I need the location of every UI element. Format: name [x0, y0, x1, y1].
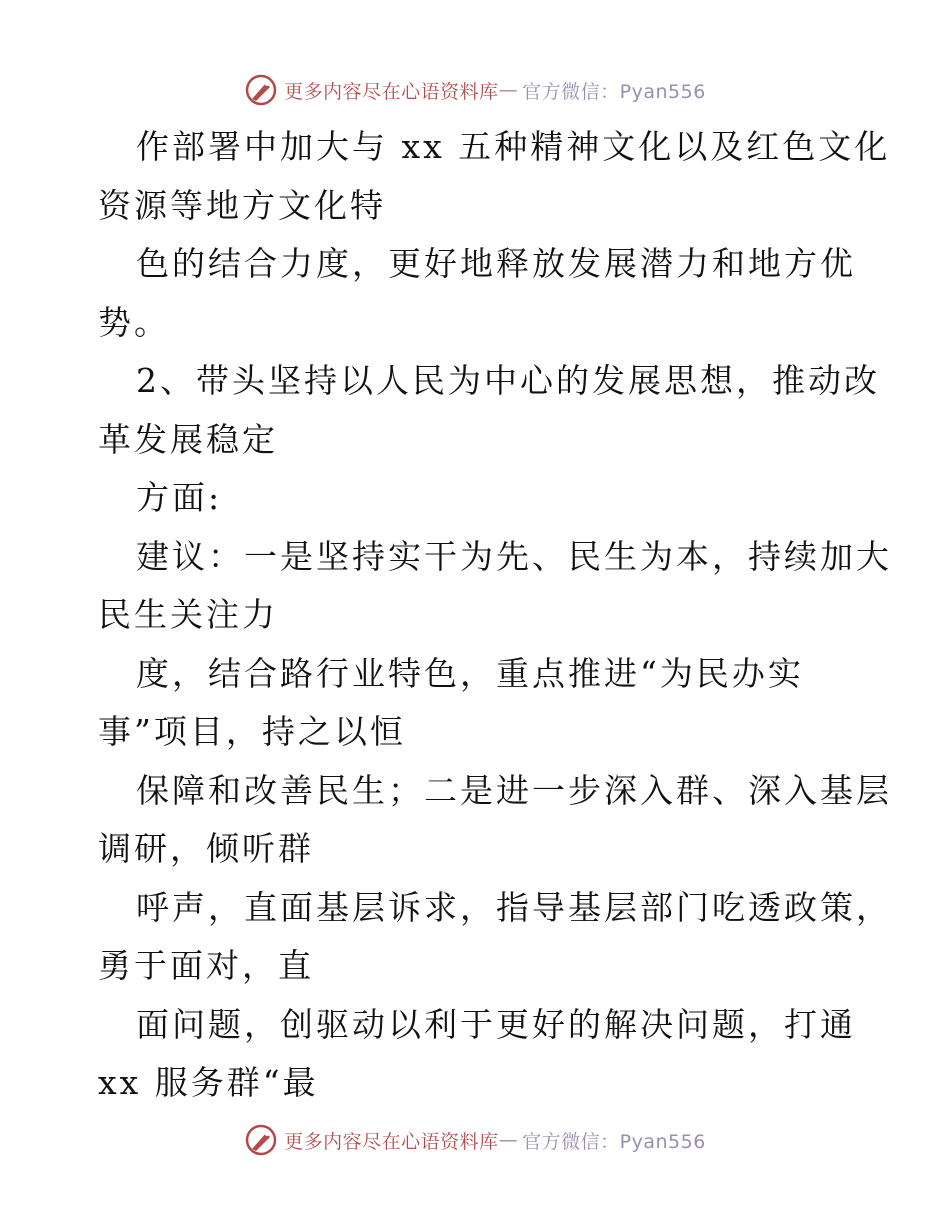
body-line: 保障和改善民生；二是进一步深入群、深入基层 [136, 770, 892, 810]
footer-banner-separator: — [498, 1129, 519, 1151]
body-line: 事”项目，持之以恒 [98, 712, 406, 751]
body-line: 2、带头坚持以人民为中心的发展思想，推动改 [136, 361, 880, 400]
header-banner-text: 更多内容尽在心语资料库 [284, 80, 499, 103]
footer-banner-contact: 官方微信：Pyan556 [522, 1130, 706, 1153]
body-line: 呼声，直面基层诉求，指导基层部门吃透政策， [136, 887, 892, 927]
header-banner-contact: 官方微信：Pyan556 [522, 80, 706, 103]
body-line: 调研，倾听群 [98, 829, 314, 868]
body-line: 色的结合力度，更好地释放发展潜力和地方优 [136, 244, 856, 283]
document-body [98, 118, 892, 1113]
body-line: 建议：一是坚持实干为先、民生为本，持续加大 [136, 536, 892, 576]
pen-nib-logo-icon [244, 1123, 278, 1157]
body-line: 方面: [136, 478, 223, 517]
footer-banner-text: 更多内容尽在心语资料库 [284, 1130, 499, 1153]
header-banner [0, 70, 950, 110]
body-line: 民生关注力 [98, 595, 278, 634]
body-line: 面问题，创驱动以利于更好的解决问题，打通 [136, 1004, 856, 1044]
body-line: 作部署中加大与 xx 五种精神文化以及红色文化 [136, 127, 891, 166]
body-line: xx 服务群“最 [98, 1063, 319, 1102]
body-line: 势。 [98, 302, 170, 342]
body-line: 革发展稳定 [98, 419, 278, 459]
pen-nib-logo-icon [244, 73, 278, 107]
footer-banner [0, 1120, 950, 1160]
header-banner-separator: — [498, 79, 519, 101]
body-line: 度，结合路行业特色，重点推进“为民办实 [136, 653, 804, 693]
body-line: 勇于面对，直 [98, 946, 314, 985]
body-line: 资源等地方文化特 [98, 185, 386, 225]
